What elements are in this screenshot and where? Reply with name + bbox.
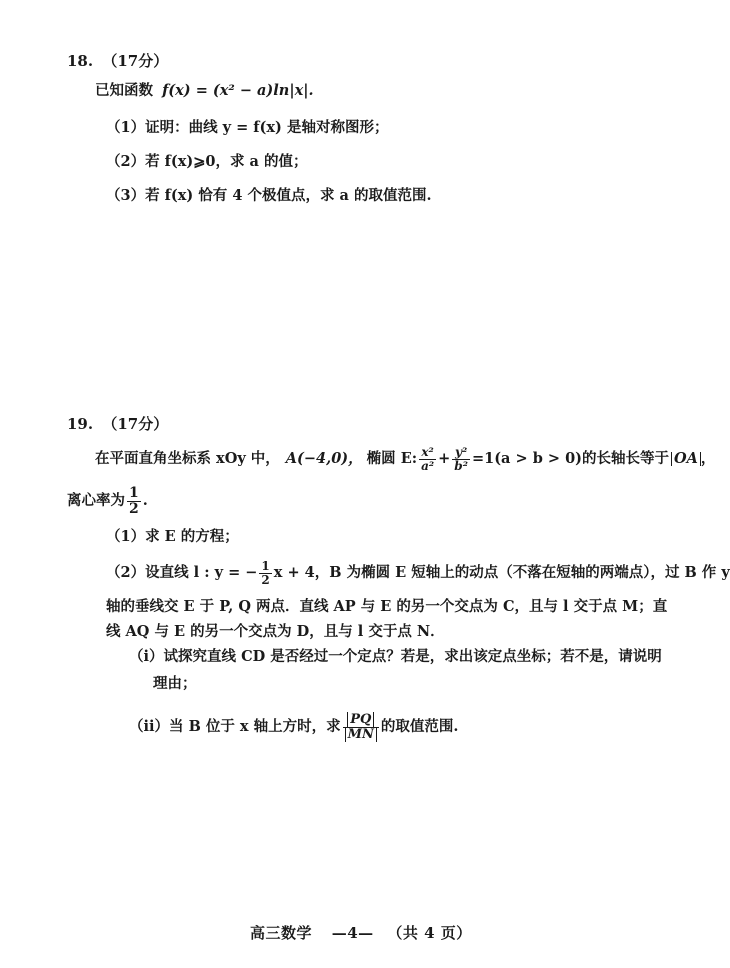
q19-sub-2-ratio-den-wrap — [343, 728, 379, 742]
q18-part-3-text: 若 f(x) 恰有 4 个极值点，求 a 的取值范围. — [145, 187, 432, 204]
q19-ellipse-frac-x — [419, 446, 436, 472]
q19-stem-line-1 — [95, 446, 715, 472]
q18-part-3-label: （3） — [106, 187, 146, 204]
q18-stem-prefix: 已知函数 — [95, 82, 153, 99]
q18-part-3 — [106, 189, 432, 204]
q19-ellipse-frac-x-num: x² — [419, 446, 436, 460]
q19-ellipse-plus: + — [438, 449, 451, 467]
q19-ellipse-frac-x-den: a² — [421, 458, 435, 473]
q19-number: 19. — [67, 415, 94, 433]
q19-stem-coord-system: 在平面直角坐标系 xOy 中， — [95, 449, 280, 467]
q18-points: （17分） — [102, 52, 169, 70]
q19-stem-comma: ， — [700, 449, 716, 467]
q19-header — [67, 413, 168, 434]
q19-sub-2-suffix: 的取值范围. — [380, 717, 459, 735]
q19-part-2-line-l: 设直线 l : y = − — [145, 563, 258, 581]
q19-sub-1-line-1 — [129, 650, 662, 665]
q19-part-2-slope-frac — [259, 560, 271, 586]
q18-part-2-label: （2） — [106, 153, 146, 170]
q19-part-2-label: （2） — [106, 563, 146, 581]
footer-subject: 高三数学 — [250, 924, 313, 942]
q19-part-2-slope-den: 2 — [261, 572, 270, 587]
q19-oa-abs: OA — [671, 452, 701, 467]
q19-point-a: A(−4,0)， — [285, 449, 363, 467]
q19-part-2-line-1 — [106, 560, 730, 586]
q19-sub-2-ratio-num-wrap — [343, 713, 379, 728]
q18-stem — [95, 84, 314, 99]
q19-stem-end: . — [142, 491, 148, 509]
footer-total-pages: （共 4 页） — [387, 924, 472, 942]
q19-part-1-text: 求 E 的方程； — [145, 528, 239, 545]
q19-ecc-prefix: 离心率为 — [67, 491, 125, 509]
q19-sub-2-ratio-num: PQ — [347, 712, 374, 727]
q19-sub-2-label: （ⅱ） — [129, 717, 170, 735]
q19-ecc-num: 1 — [129, 485, 139, 501]
q19-sub-2-prefix: 当 B 位于 x 轴上方时，求 — [169, 717, 341, 735]
q18-number: 18. — [67, 52, 94, 70]
q18-part-1 — [106, 121, 388, 136]
q18-part-1-label: （1） — [106, 119, 146, 136]
q19-part-1 — [106, 530, 239, 545]
q19-points: （17分） — [102, 415, 169, 433]
footer-page-number: —4— — [331, 924, 374, 942]
q19-sub-2-ratio-den: MN — [345, 727, 377, 742]
q19-part-2-slope-num: 1 — [261, 559, 270, 573]
q19-sub-1-line-2: 理由； — [153, 675, 197, 692]
q19-part-2-line-1-rest: x + 4，B 为椭圆 E 短轴上的动点（不落在短轴的两端点），过 B 作 y — [273, 563, 730, 581]
page-footer — [250, 922, 472, 943]
q19-ellipse-prefix: 椭圆 E: — [366, 449, 418, 467]
q19-ellipse-frac-y-den: b² — [454, 458, 468, 473]
q19-stem-line-2 — [67, 486, 148, 516]
q19-part-1-label: （1） — [106, 528, 146, 545]
q19-ecc-den: 2 — [129, 500, 139, 517]
q19-ellipse-rhs: =1(a > b > 0)的长轴长等于 — [471, 449, 670, 467]
q19-sub-2-ratio-frac — [343, 713, 379, 741]
q18-part-2-text: 若 f(x)⩾0，求 a 的值； — [145, 153, 308, 170]
q19-ellipse-frac-y — [452, 446, 470, 472]
q19-sub-1-label: （ⅰ） — [129, 648, 164, 665]
q19-ellipse-frac-y-num: y² — [452, 446, 470, 460]
q19-part-2-line-2: 轴的垂线交 E 于 P, Q 两点．直线 AP 与 E 的另一个交点为 C，且与 l 交于点 M；直 — [106, 598, 668, 615]
q18-stem-formula: f(x) = (x² − a)ln|x|. — [162, 82, 314, 99]
q19-part-2-line-3: 线 AQ 与 E 的另一个交点为 D，且与 l 交于点 N． — [106, 623, 445, 640]
q19-sub-1-text: 试探究直线 CD 是否经过一个定点？若是，求出该定点坐标；若不是，请说明 — [163, 648, 662, 665]
q18-part-2 — [106, 155, 307, 170]
q19-sub-2 — [129, 713, 458, 741]
q19-ecc-frac — [127, 486, 141, 516]
q18-part-1-text: 证明：曲线 y = f(x) 是轴对称图形； — [145, 119, 389, 136]
q18-header — [67, 50, 168, 71]
